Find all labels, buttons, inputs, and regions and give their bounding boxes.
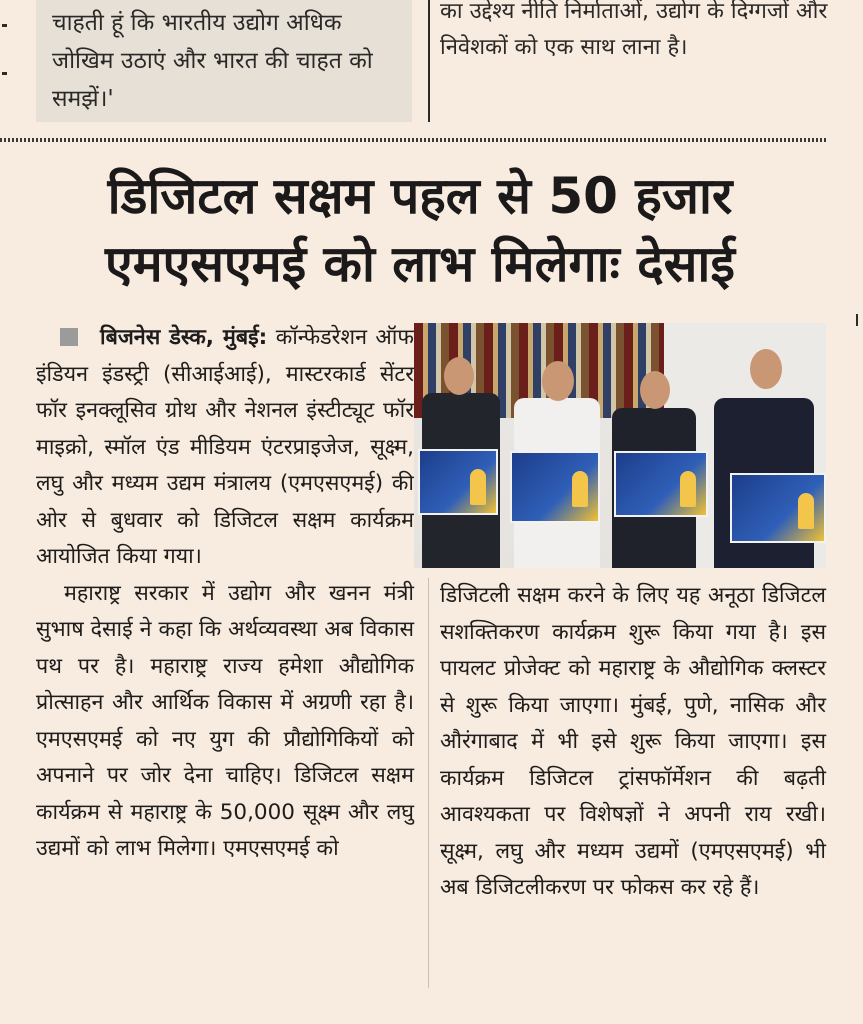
bullet-square-icon [60,328,78,346]
program-poster-2 [510,451,600,523]
pull-quote-box [36,0,412,122]
column-divider-lower [428,578,429,988]
column-edge-marks [0,0,10,140]
page-edge-mark [856,314,858,326]
previous-article-paragraph: का उद्देश्य नीति निर्माताओं, उद्योग के दिग्गजों और निवेशकों को एक साथ लाना है। [440,0,828,60]
person-1-head [444,357,474,395]
program-poster-1 [418,449,498,515]
column-divider [428,0,430,122]
pull-quote-text: चाहती हूं कि भारतीय उद्योग अधिक जोखिम उठाएं और भारत की चाहत को समझें।' [52,10,373,112]
program-poster-3 [614,451,708,517]
person-4-head [750,349,782,389]
article-paragraph-1: कॉन्फेडरेशन ऑफ इंडियन इंडस्ट्री (सीआईआई), मास्टरकार्ड सेंटर फॉर इनक्लूसिव ग्रोथ और नेशनल इंस्टीट्यूट फॉर माइक्रो, स्मॉल एंड मीडियम एंटरप्राइजेज, सूक्ष्म, लघु और मध्यम उद्यम मंत्रालय (एमएसएमई) की ओर से बुधवार को डिजिटल सक्षम कार्यक्रम आयोजित किया गया। [36,325,414,569]
section-separator [0,138,828,142]
article-paragraph-3: डिजिटली सक्षम करने के लिए यह अनूठा डिजिटल सशक्तिकरण कार्यक्रम शुरू किया गया है। इस पायलट प्रोजेक्ट को महाराष्ट्र के औद्योगिक क्लस्टर से शुरू किया जाएगा। मुंबई, पुणे, नासिक और औरंगाबाद में भी इसे शुरू किया जाएगा। इस कार्यक्रम डिजिटल ट्रांसफॉर्मेशन की बढ़ती आवश्यकता पर विशेषज्ञों ने अपनी राय रखी। सूक्ष्म, लघु और मध्यम उद्यमों (एमएसएमई) भी अब डिजिटलीकरण पर फोकस कर रहे हैं। [440,583,826,900]
article-column-right [440,578,826,907]
article-column-left [36,320,414,868]
person-3-head [640,371,670,409]
program-poster-4 [730,473,826,543]
event-photo [414,323,826,568]
previous-article-text [440,0,828,126]
article-dateline: बिजनेस डेस्क, मुंबई: [100,325,268,350]
article-paragraph-2: महाराष्ट्र सरकार में उद्योग और खनन मंत्री सुभाष देसाई ने कहा कि अर्थव्यवस्था अब विकास पथ पर है। महाराष्ट्र राज्य हमेशा औद्योगिक प्रोत्साहन और आर्थिक विकास में अग्रणी रहा है। एमएसएमई को नए युग की प्रौद्योगिकियों को अपनाने पर जोर देना चाहिए। डिजिटल सक्षम कार्यक्रम से महाराष्ट्र के 50,000 सूक्ष्म और लघु उद्यमों को लाभ मिलेगा। एमएसएमई को [36,580,414,861]
person-2-head [542,361,574,401]
article-headline: डिजिटल सक्षम पहल से 50 हजार एमएसएमई को लाभ मिलेगाः देसाई [105,167,735,293]
